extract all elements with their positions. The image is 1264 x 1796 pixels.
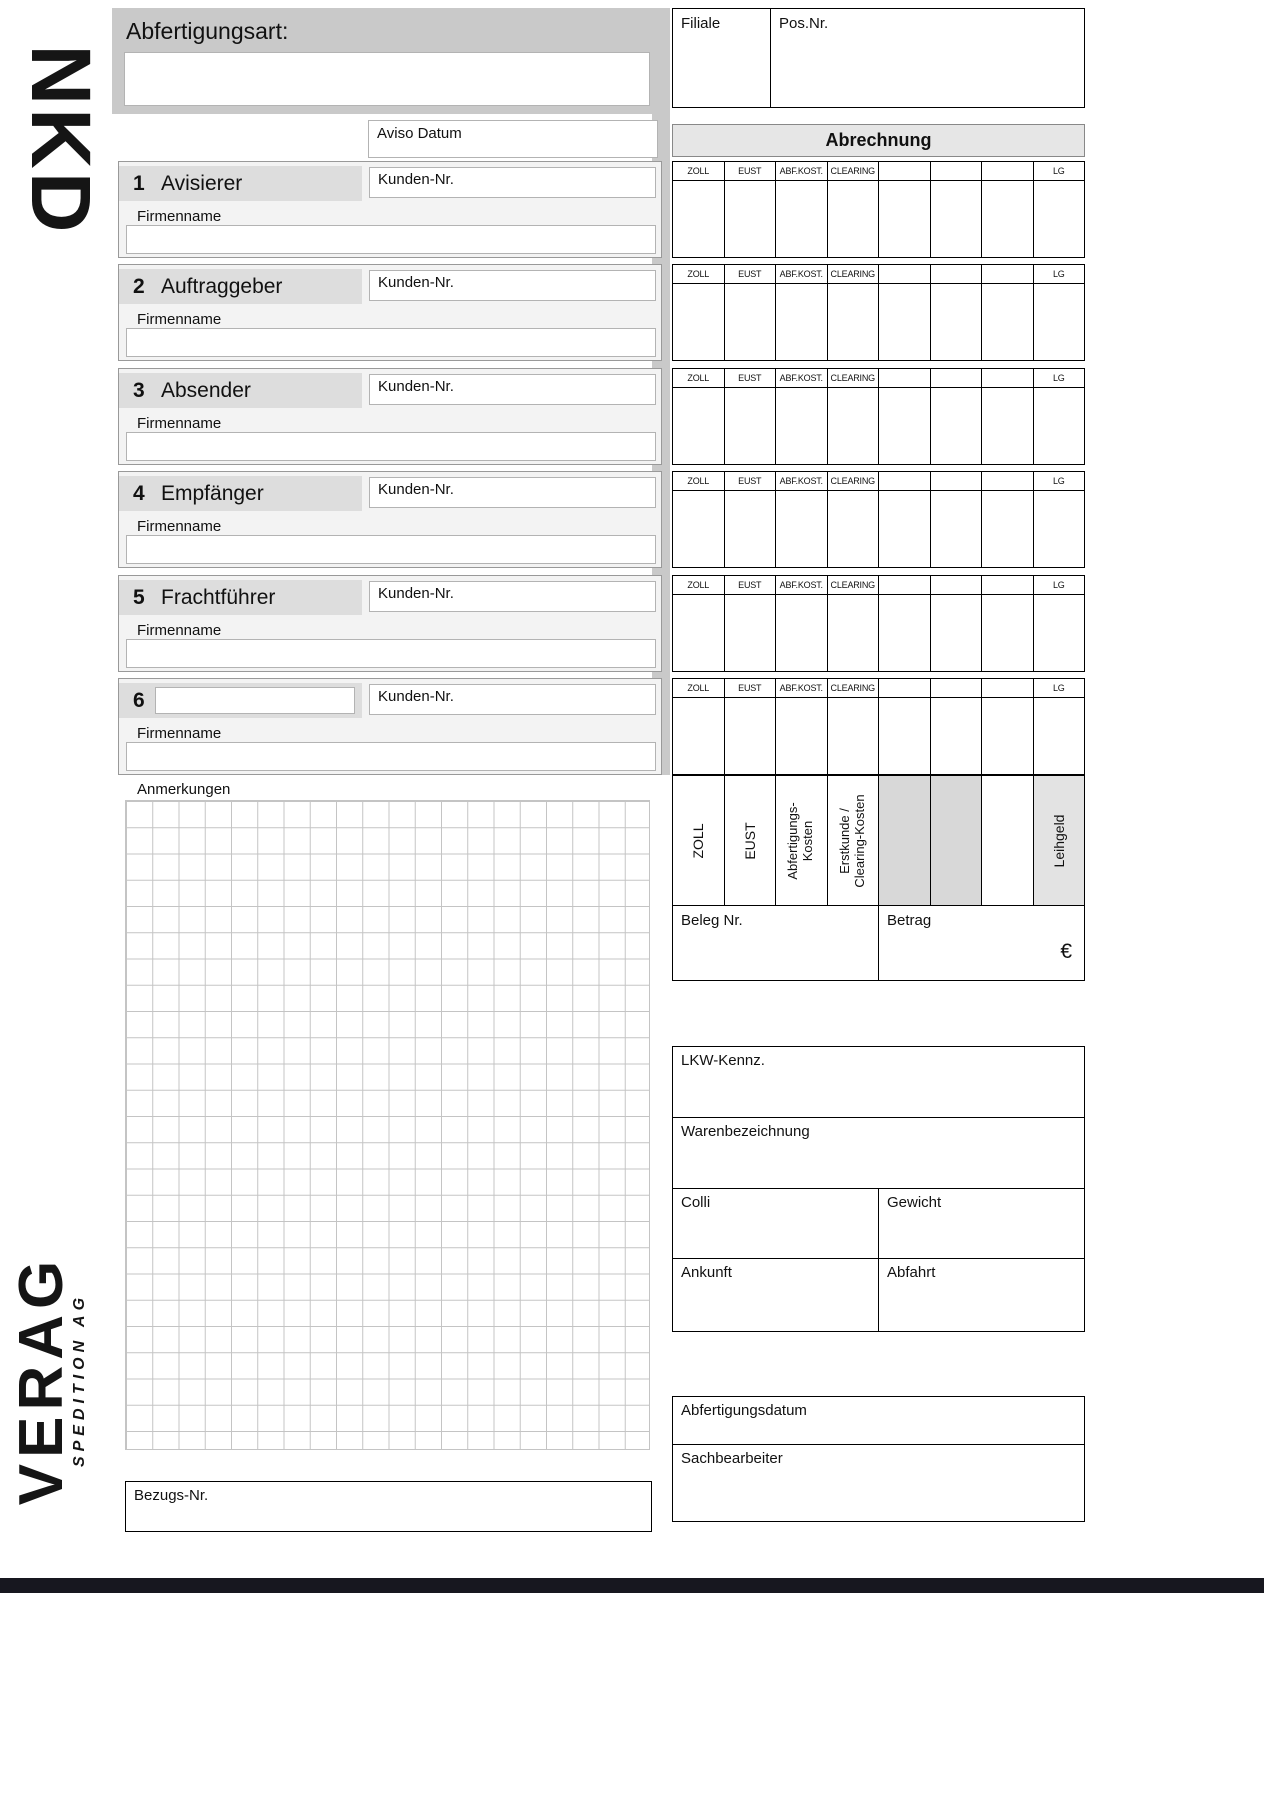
cost-cell-lg[interactable] — [1034, 181, 1085, 257]
col-lg-label: LG — [1052, 269, 1065, 279]
party-role-label: Frachtführer — [161, 585, 276, 609]
posnr-field[interactable] — [771, 9, 1084, 107]
col-empty-label — [931, 472, 983, 490]
kunden-nr-field[interactable] — [369, 684, 656, 715]
party-role-input[interactable] — [155, 687, 355, 714]
colli-label: Colli — [681, 1194, 711, 1211]
anmerkungen-grid[interactable] — [125, 800, 650, 1450]
firmenname-label: Firmenname — [137, 622, 222, 639]
col-empty-label — [879, 265, 931, 283]
cost-cell-abfkost[interactable] — [776, 284, 828, 360]
kunden-nr-label: Kunden-Nr. — [378, 274, 454, 291]
kunden-nr-field[interactable] — [369, 581, 656, 612]
party-section-5 — [118, 575, 662, 672]
cost-cell-zoll[interactable] — [673, 491, 725, 567]
firmenname-field[interactable] — [126, 742, 656, 771]
party-section-6 — [118, 678, 662, 775]
firmenname-field[interactable] — [126, 535, 656, 564]
beleg-nr-field[interactable] — [673, 906, 879, 980]
cost-cell-eust[interactable] — [725, 181, 777, 257]
party-section-4 — [118, 471, 662, 568]
party-role-label: Avisierer — [161, 171, 243, 195]
col-clearing-label: CLEARING — [828, 369, 880, 387]
lkw-kennz-field[interactable] — [673, 1047, 1084, 1118]
col-empty-label — [931, 369, 983, 387]
cost-cell[interactable] — [931, 284, 983, 360]
abfertigungsart-input[interactable] — [124, 52, 650, 106]
party-band — [119, 580, 362, 615]
col-eust-label: EUST — [725, 472, 777, 490]
col-lg-label: LG — [1052, 683, 1065, 693]
cost-cell-lg[interactable] — [1034, 284, 1085, 360]
col-zoll-label: ZOLL — [673, 369, 725, 387]
kunden-nr-field[interactable] — [369, 270, 656, 301]
col-eust-label: EUST — [725, 369, 777, 387]
summary-abfkost-label — [786, 778, 816, 904]
col-abfkost-label: ABF.KOST. — [776, 576, 828, 594]
firmenname-label: Firmenname — [137, 208, 222, 225]
firmenname-label: Firmenname — [137, 415, 222, 432]
kunden-nr-label: Kunden-Nr. — [378, 585, 454, 602]
col-zoll-label: ZOLL — [673, 162, 725, 180]
filiale-posnr-box — [672, 8, 1085, 108]
summary-col-empty — [879, 776, 931, 905]
summary-col-abfkost — [776, 776, 828, 905]
summary-eust-label: EUST — [741, 821, 758, 860]
party-role-label: Empfänger — [161, 481, 264, 505]
cost-cell[interactable] — [931, 181, 983, 257]
abrechnung-row-header — [673, 369, 1084, 388]
ankunft-field[interactable] — [673, 1259, 879, 1331]
party-section-1 — [118, 161, 662, 258]
col-empty-label — [879, 679, 931, 697]
party-number: 5 — [133, 585, 145, 609]
cost-summary-header — [672, 775, 1085, 906]
cost-cell-abfkost[interactable] — [776, 595, 828, 671]
filiale-label: Filiale — [681, 15, 721, 32]
lkw-kennz-label: LKW-Kennz. — [681, 1052, 765, 1069]
abrechnung-row-table — [672, 264, 1085, 361]
summary-abfkost-line2: Kosten — [800, 820, 816, 861]
cost-cell-zoll[interactable] — [673, 181, 725, 257]
kunden-nr-label: Kunden-Nr. — [378, 688, 454, 705]
col-abfkost-label: ABF.KOST. — [776, 472, 828, 490]
cost-cell[interactable] — [931, 595, 983, 671]
cost-cell[interactable] — [931, 491, 983, 567]
posnr-label: Pos.Nr. — [779, 15, 829, 32]
abrechnung-row-table — [672, 161, 1085, 258]
processing-box — [672, 1396, 1085, 1522]
col-empty-label — [879, 369, 931, 387]
col-clearing-label: CLEARING — [828, 162, 880, 180]
kunden-nr-label: Kunden-Nr. — [378, 378, 454, 395]
firmenname-field[interactable] — [126, 225, 656, 254]
col-zoll-label: ZOLL — [673, 679, 725, 697]
col-empty-label — [879, 162, 931, 180]
party-role-label: Auftraggeber — [161, 274, 283, 298]
col-empty-label — [982, 162, 1034, 180]
cost-cell[interactable] — [982, 491, 1034, 567]
cost-cell[interactable] — [931, 388, 983, 464]
kunden-nr-label: Kunden-Nr. — [378, 171, 454, 188]
kunden-nr-label: Kunden-Nr. — [378, 481, 454, 498]
col-eust-label: EUST — [725, 265, 777, 283]
ankunft-abfahrt-row — [673, 1259, 1084, 1331]
beleg-nr-label: Beleg Nr. — [681, 912, 743, 929]
bezugs-nr-field[interactable] — [125, 1481, 652, 1532]
cost-cell-lg[interactable] — [1034, 595, 1085, 671]
party-section-2 — [118, 264, 662, 361]
abrechnung-row-table — [672, 471, 1085, 568]
cost-cell-lg[interactable] — [1034, 491, 1085, 567]
verag-subtitle: SPEDITION AG — [71, 1292, 88, 1468]
abrechnung-row-header — [673, 162, 1084, 181]
party-role-label: Absender — [161, 378, 251, 402]
cost-cell[interactable] — [879, 698, 931, 774]
cost-cell[interactable] — [879, 595, 931, 671]
cost-cell-zoll[interactable] — [673, 388, 725, 464]
gewicht-label: Gewicht — [887, 1194, 942, 1211]
col-empty-label — [982, 265, 1034, 283]
abrechnung-row-table — [672, 575, 1085, 672]
cost-cell-clearing[interactable] — [828, 491, 880, 567]
summary-col-clearing — [828, 776, 880, 905]
cost-cell-lg[interactable] — [1034, 698, 1085, 774]
col-lg-label: LG — [1052, 580, 1065, 590]
col-empty-label — [879, 472, 931, 490]
firmenname-label: Firmenname — [137, 518, 222, 535]
cost-cell-abfkost[interactable] — [776, 181, 828, 257]
cost-cell-abfkost[interactable] — [776, 698, 828, 774]
party-number: 2 — [133, 274, 145, 298]
ankunft-label: Ankunft — [681, 1264, 732, 1281]
party-band — [119, 269, 362, 304]
col-empty-label — [879, 576, 931, 594]
betrag-field[interactable] — [879, 906, 1084, 980]
summary-col-eust — [725, 776, 777, 905]
cost-cell-clearing[interactable] — [828, 181, 880, 257]
cost-cell[interactable] — [879, 284, 931, 360]
col-lg-label: LG — [1052, 166, 1065, 176]
bezugs-nr-label: Bezugs-Nr. — [134, 1487, 209, 1504]
cost-cell-lg[interactable] — [1034, 388, 1085, 464]
col-eust-label: EUST — [725, 576, 777, 594]
firmenname-label: Firmenname — [137, 725, 222, 742]
abrechnung-row-cells — [673, 698, 1084, 774]
abrechnung-header — [672, 124, 1085, 157]
col-empty-label — [982, 472, 1034, 490]
party-band — [119, 683, 362, 718]
col-clearing-label: CLEARING — [828, 472, 880, 490]
party-band — [119, 476, 362, 511]
firmenname-label: Firmenname — [137, 311, 222, 328]
cost-cell[interactable] — [879, 388, 931, 464]
firmenname-field[interactable] — [126, 639, 656, 668]
col-clearing-label: CLEARING — [828, 576, 880, 594]
cost-cell-clearing[interactable] — [828, 388, 880, 464]
summary-abfkost-line1: Abfertigungs- — [785, 801, 801, 880]
nkd-logo: NKD — [14, 44, 108, 236]
col-lg-label: LG — [1052, 373, 1065, 383]
col-eust-label: EUST — [725, 679, 777, 697]
abrechnung-row-cells — [673, 595, 1084, 671]
abrechnung-row-header — [673, 472, 1084, 491]
abrechnung-row-header — [673, 265, 1084, 284]
col-abfkost-label: ABF.KOST. — [776, 162, 828, 180]
col-empty-label — [982, 679, 1034, 697]
party-band — [119, 373, 362, 408]
filiale-field[interactable] — [673, 9, 771, 107]
abrechnung-title: Abrechnung — [825, 130, 932, 150]
abfertigungsart-label: Abfertigungsart: — [126, 18, 289, 44]
party-number: 1 — [133, 171, 145, 195]
sachbearbeiter-label: Sachbearbeiter — [681, 1450, 783, 1467]
cost-cell-eust[interactable] — [725, 698, 777, 774]
abrechnung-row-cells — [673, 491, 1084, 567]
cost-cell-zoll[interactable] — [673, 698, 725, 774]
footer-bar — [0, 1578, 1264, 1593]
summary-col-zoll — [673, 776, 725, 905]
firmenname-field[interactable] — [126, 328, 656, 357]
summary-col-empty — [931, 776, 983, 905]
summary-clearing-label — [838, 778, 868, 904]
cost-cell-zoll[interactable] — [673, 284, 725, 360]
euro-sign: € — [1060, 940, 1072, 963]
colli-gewicht-row — [673, 1189, 1084, 1259]
party-band — [119, 166, 362, 201]
abrechnung-row-header — [673, 679, 1084, 698]
summary-clearing-line1: Erstkunde / — [836, 807, 852, 874]
cost-cell-clearing[interactable] — [828, 698, 880, 774]
col-empty-label — [982, 576, 1034, 594]
kunden-nr-field[interactable] — [369, 477, 656, 508]
abfahrt-field[interactable] — [879, 1259, 1084, 1331]
colli-field[interactable] — [673, 1189, 879, 1258]
col-empty-label — [931, 162, 983, 180]
cost-cell-abfkost[interactable] — [776, 491, 828, 567]
cost-cell-eust[interactable] — [725, 491, 777, 567]
cost-cell-zoll[interactable] — [673, 595, 725, 671]
col-clearing-label: CLEARING — [828, 679, 880, 697]
abfahrt-label: Abfahrt — [887, 1264, 936, 1281]
col-zoll-label: ZOLL — [673, 472, 725, 490]
cost-cell[interactable] — [879, 181, 931, 257]
cost-cell-clearing[interactable] — [828, 595, 880, 671]
cost-cell[interactable] — [982, 595, 1034, 671]
summary-zoll-label: ZOLL — [690, 823, 707, 859]
col-empty-label — [931, 679, 983, 697]
abrechnung-row-cells — [673, 388, 1084, 464]
abrechnung-row-table — [672, 678, 1085, 775]
firmenname-field[interactable] — [126, 432, 656, 461]
col-zoll-label: ZOLL — [673, 265, 725, 283]
col-empty-label — [931, 265, 983, 283]
abfertigungsdatum-field[interactable] — [673, 1397, 1084, 1445]
abrechnung-row-cells — [673, 181, 1084, 257]
betrag-label: Betrag — [887, 912, 932, 929]
aviso-datum-field[interactable] — [368, 120, 658, 158]
abfertigungsart-panel — [112, 8, 662, 114]
col-empty-label — [982, 369, 1034, 387]
sachbearbeiter-field[interactable] — [673, 1445, 1084, 1521]
col-eust-label: EUST — [725, 162, 777, 180]
abrechnung-row-header — [673, 576, 1084, 595]
abrechnung-row-cells — [673, 284, 1084, 360]
cost-cell[interactable] — [982, 388, 1034, 464]
aviso-datum-label: Aviso Datum — [377, 125, 462, 142]
party-number: 3 — [133, 378, 145, 402]
col-abfkost-label: ABF.KOST. — [776, 679, 828, 697]
anmerkungen-label: Anmerkungen — [137, 781, 231, 798]
beleg-betrag-row — [672, 905, 1085, 981]
cost-cell[interactable] — [982, 181, 1034, 257]
cost-cell-clearing[interactable] — [828, 284, 880, 360]
summary-leihgeld-label: Leihgeld — [1050, 814, 1067, 867]
cost-cell-eust[interactable] — [725, 284, 777, 360]
cost-cell[interactable] — [879, 491, 931, 567]
cost-cell-eust[interactable] — [725, 595, 777, 671]
gewicht-field[interactable] — [879, 1189, 1084, 1258]
cost-cell-eust[interactable] — [725, 388, 777, 464]
summary-col-leihgeld — [1034, 776, 1085, 905]
col-abfkost-label: ABF.KOST. — [776, 265, 828, 283]
abrechnung-row-table — [672, 368, 1085, 465]
kunden-nr-field[interactable] — [369, 374, 656, 405]
warenbezeichnung-label: Warenbezeichnung — [681, 1123, 810, 1140]
summary-col-empty — [982, 776, 1034, 905]
cost-cell[interactable] — [982, 698, 1034, 774]
party-number: 6 — [133, 688, 145, 712]
party-number: 4 — [133, 481, 145, 505]
col-abfkost-label: ABF.KOST. — [776, 369, 828, 387]
summary-clearing-line2: Clearing-Kosten — [851, 793, 867, 888]
col-zoll-label: ZOLL — [673, 576, 725, 594]
party-section-3 — [118, 368, 662, 465]
col-lg-label: LG — [1052, 476, 1065, 486]
col-clearing-label: CLEARING — [828, 265, 880, 283]
cost-cell[interactable] — [982, 284, 1034, 360]
col-empty-label — [931, 576, 983, 594]
cost-cell-abfkost[interactable] — [776, 388, 828, 464]
cost-cell[interactable] — [931, 698, 983, 774]
kunden-nr-field[interactable] — [369, 167, 656, 198]
warenbezeichnung-field[interactable] — [673, 1118, 1084, 1189]
verag-logo: VERAG — [7, 1254, 76, 1506]
shipment-box — [672, 1046, 1085, 1332]
abfertigungsdatum-label: Abfertigungsdatum — [681, 1402, 807, 1419]
